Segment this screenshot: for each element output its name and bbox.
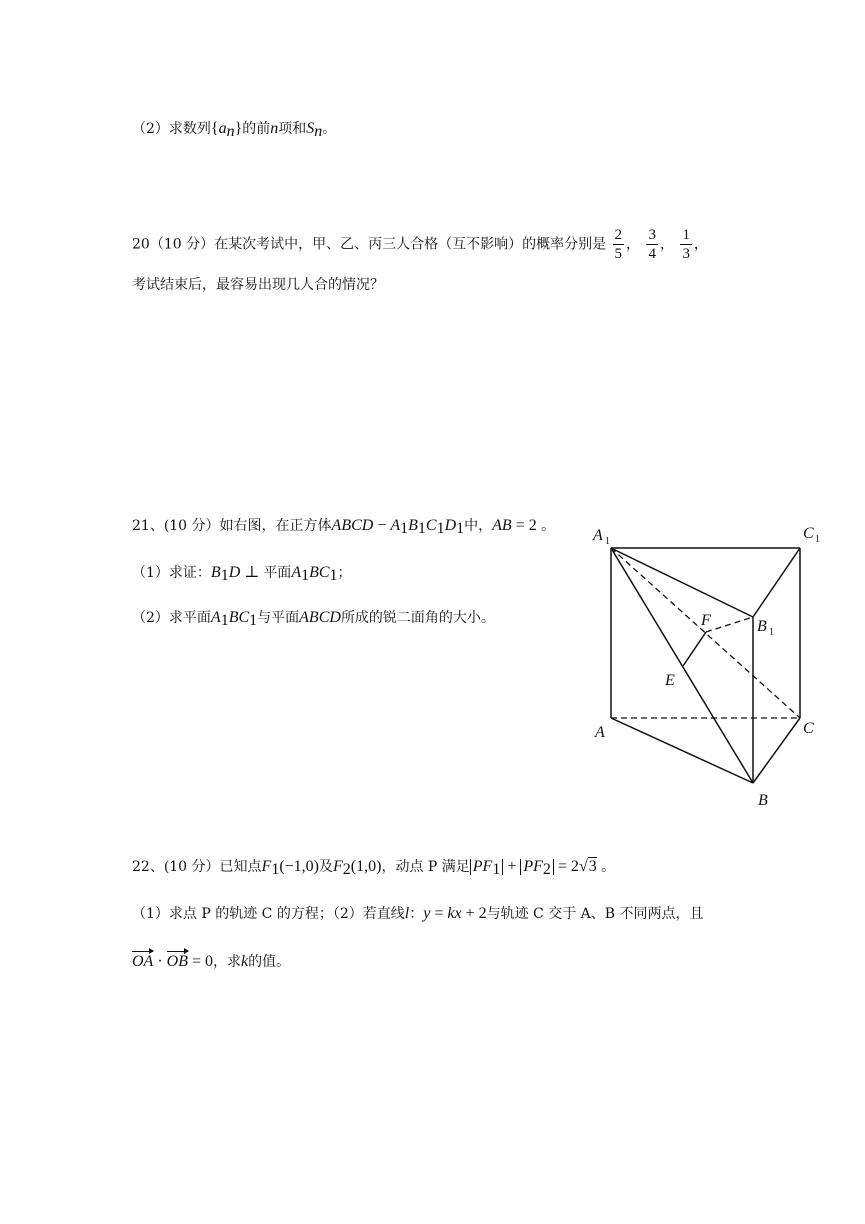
vector-oa: OA [132, 953, 154, 970]
fraction: $\frac{1}{3}$ [682, 227, 690, 262]
label-b1: B [757, 618, 767, 635]
q22-line3: OA · OB = 0，求k的值。 [132, 953, 291, 970]
label-a1: A [593, 527, 603, 544]
q21-part1: （1）求证：$B_1D$ ⊥ 平面$A_1BC_1$； [132, 564, 352, 584]
label-c1-sub: 1 [815, 534, 820, 545]
edge-bc [753, 718, 800, 783]
vector-ob: OB [166, 953, 188, 970]
fraction: $\frac{2}{5}$ [614, 227, 623, 262]
label-b1-sub: 1 [769, 627, 774, 638]
q20-line2: 考试结束后，最容易出现几人合的情况？ [132, 277, 384, 293]
abs-pf2: $PF_2$ [520, 859, 554, 875]
label-c1: C [803, 525, 814, 542]
q20-line1: 20（10 分）在某次考试中，甲、乙、丙三人合格（互不影响）的概率分别是 $\frac{2}{5}$ ， $\frac{3}{4}$ ， $\frac{1}{3}$ ， [132, 227, 708, 262]
prism-figure [585, 515, 825, 815]
abs-pf1: $PF_1$ [470, 859, 504, 875]
edge-b1c1 [753, 548, 800, 617]
fraction: $\frac{3}{4}$ [648, 227, 656, 262]
q21-line1: 21、(10 分）如右图，在正方体ABCD − $A_1B_1C_1D_1$中，AB = 2 。 [132, 517, 556, 537]
label-c: C [803, 720, 814, 737]
q19-part2: （2）求数列$\{a_n\}$的前n项和$S_n$。 [132, 120, 337, 140]
q22-line2: （1）求点 P 的轨迹 C 的方程；（2）若直线l：y = kx + 2与轨迹 C 交于 A、B 不同两点，且 [132, 905, 704, 922]
label-a: A [595, 724, 605, 741]
q22-line1: 22、(10 分）已知点$F_1(-1,0)$及$F_2(1,0)$，动点 P 满足 $PF_1 + PF_2 = 2√3$ 。 [132, 858, 616, 878]
label-b: B [758, 792, 768, 809]
edge-ab [611, 718, 753, 783]
label-e: E [665, 672, 675, 689]
segment-ef-solid [683, 632, 706, 666]
q21-part2: （2）求平面$A_1BC_1$与平面ABCD所成的锐二面角的大小。 [132, 609, 495, 629]
label-a1-sub: 1 [605, 536, 610, 547]
label-f: F [701, 612, 711, 629]
segment-fb1-hidden [706, 617, 753, 632]
